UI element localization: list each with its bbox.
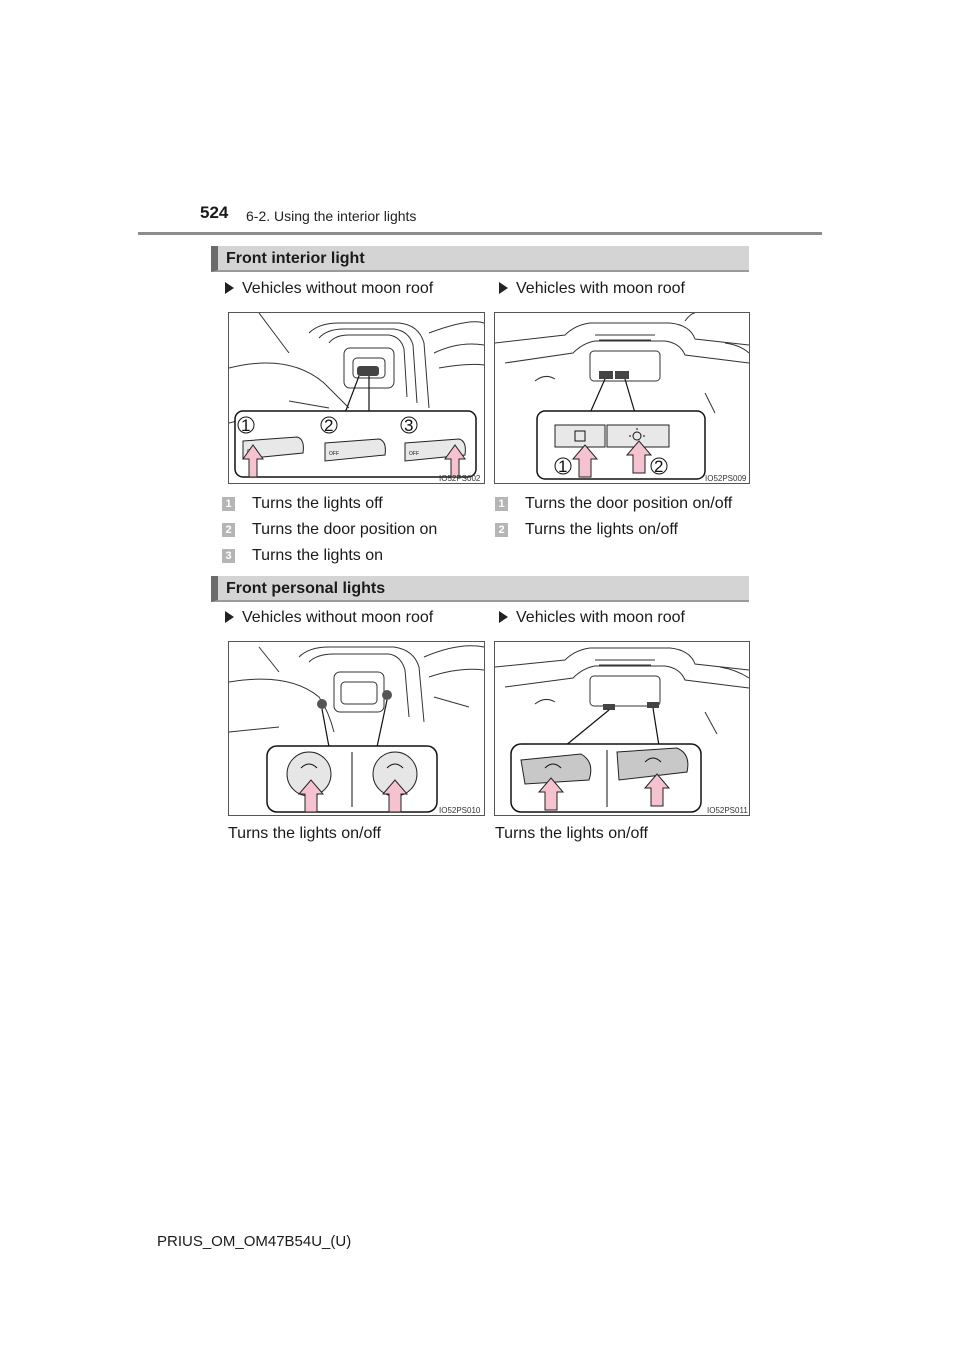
figure-caption: Turns the lights on/off (495, 825, 648, 842)
subheading-without-moon-roof (225, 280, 433, 298)
subheading-label: Vehicles without moon roof (242, 609, 434, 626)
switch-text: OFF (409, 451, 419, 457)
step-number: 1 (222, 497, 235, 511)
switch-highlight (603, 704, 615, 710)
personal-light-button-left (521, 754, 591, 784)
step-number: 3 (222, 549, 235, 563)
document-id: PRIUS_OM_OM47B54U_(U) (157, 1233, 352, 1250)
subheading-label: Vehicles with moon roof (516, 609, 685, 626)
section-heading-front-interior-light (211, 246, 749, 272)
switch-highlight (615, 371, 629, 379)
section-path: 6-2. Using the interior lights (246, 208, 417, 224)
triangle-bullet-icon (499, 611, 508, 623)
step-text: Turns the door position on (252, 521, 438, 538)
triangle-bullet-icon (499, 282, 508, 294)
figure-code: IO52PS011 (707, 806, 748, 815)
switch-text: OFF (329, 451, 339, 457)
step-item (495, 495, 732, 513)
figure-personal-lights-no-moon-roof (228, 641, 485, 816)
switch-highlight (357, 366, 379, 376)
callout-number: 2 (324, 416, 334, 435)
figure-caption: Turns the lights on/off (228, 825, 381, 842)
step-text: Turns the lights on/off (525, 521, 678, 538)
step-number: 2 (495, 523, 508, 537)
overhead-console-illustration (229, 642, 484, 815)
step-text: Turns the door position on/off (525, 495, 733, 512)
section-heading-front-personal-lights (211, 576, 749, 602)
callout-number: 1 (241, 416, 251, 435)
switch-highlight (599, 371, 613, 379)
figure-code: IO52PS010 (439, 806, 481, 815)
figure-code: IO52PS009 (705, 474, 747, 483)
step-item (222, 495, 383, 513)
overhead-console-illustration (229, 313, 484, 483)
figure-interior-light-no-moon-roof (228, 312, 485, 484)
callout-number: 2 (654, 457, 664, 476)
figure-interior-light-moon-roof (494, 312, 750, 484)
personal-light-left (317, 699, 327, 709)
step-item (495, 521, 678, 539)
callout-number: 3 (404, 416, 414, 435)
subheading-label: Vehicles with moon roof (516, 280, 685, 297)
step-number: 1 (495, 497, 508, 511)
subheading-without-moon-roof (225, 609, 433, 627)
switch-highlight (647, 702, 659, 708)
step-number: 2 (222, 523, 235, 537)
callout-number: 1 (558, 457, 568, 476)
section-title: Front personal lights (226, 580, 386, 597)
step-text: Turns the lights on (252, 547, 384, 564)
triangle-bullet-icon (225, 611, 234, 623)
step-text: Turns the lights off (252, 495, 383, 512)
triangle-bullet-icon (225, 282, 234, 294)
personal-light-right (382, 690, 392, 700)
figure-personal-lights-moon-roof (494, 641, 750, 816)
subheading-label: Vehicles without moon roof (242, 280, 434, 297)
section-title: Front interior light (226, 250, 365, 267)
step-item (222, 521, 437, 539)
page-number: 524 (200, 203, 229, 222)
overhead-console-illustration (495, 642, 749, 815)
header-rule (138, 232, 822, 235)
door-position-switch (555, 425, 605, 447)
subheading-with-moon-roof (499, 609, 685, 627)
step-item (222, 547, 383, 565)
figure-code: IO52PS002 (439, 474, 481, 483)
subheading-with-moon-roof (499, 280, 685, 298)
overhead-console-illustration (495, 313, 749, 483)
